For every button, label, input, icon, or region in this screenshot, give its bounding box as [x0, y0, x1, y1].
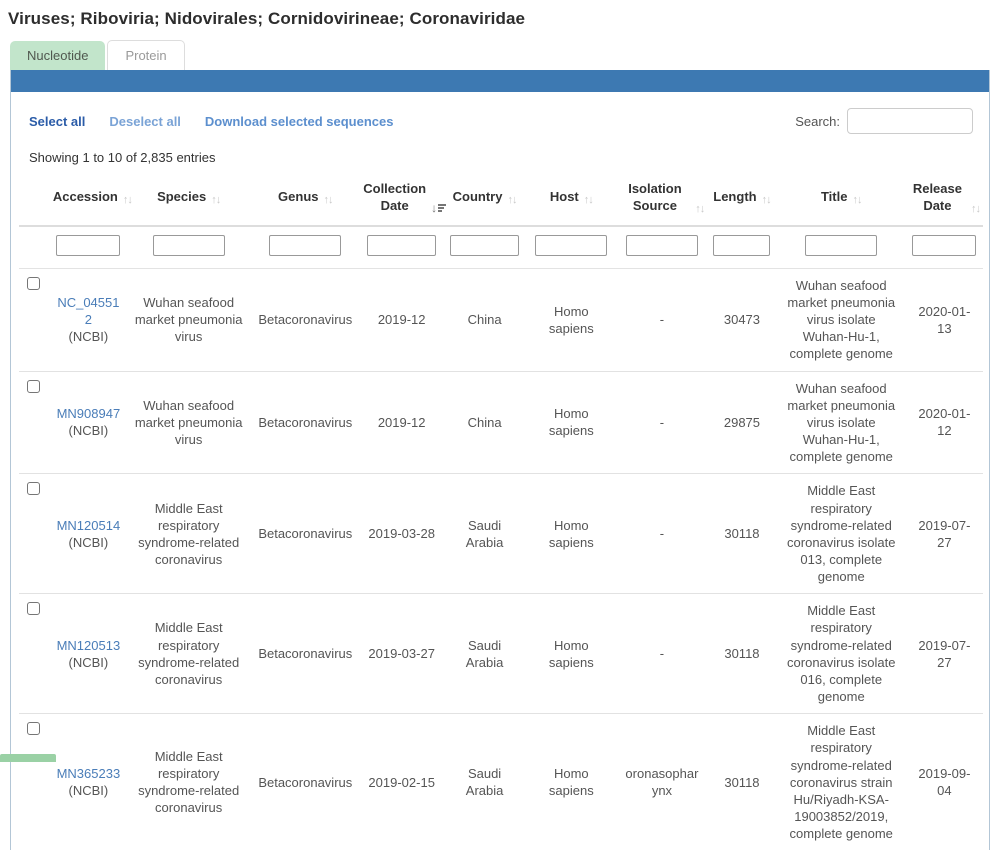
- column-filter-row: [19, 226, 983, 269]
- cell-accession: [50, 268, 127, 371]
- table-row: [19, 268, 983, 371]
- column-header-length[interactable]: [707, 171, 776, 226]
- cell-host: Homo sapiens: [526, 371, 617, 474]
- row-select-cell: [19, 594, 50, 714]
- accession-source: (NCBI): [68, 783, 109, 799]
- cell-release_date: 2019-09-04: [906, 714, 983, 850]
- table-row: [19, 714, 983, 850]
- sort-both-icon: ↑↓: [761, 194, 771, 207]
- cell-country: Saudi Arabia: [443, 594, 526, 714]
- column-filter-cell: [360, 226, 443, 269]
- deselect-all-link[interactable]: Deselect all: [109, 113, 181, 129]
- cell-collection_date: 2019-03-28: [360, 474, 443, 594]
- cell-isolation_source: -: [617, 594, 708, 714]
- accession-source: (NCBI): [68, 534, 109, 550]
- sort-both-icon: ↑↓: [323, 194, 333, 207]
- toolbar: [11, 92, 989, 134]
- select-all-link[interactable]: Select all: [29, 113, 86, 129]
- search-label: Search:: [795, 113, 840, 129]
- cell-country: Saudi Arabia: [443, 474, 526, 594]
- row-select-cell: [19, 371, 50, 474]
- sequence-table: [19, 171, 983, 850]
- cell-title: Middle East respiratory syndrome-related coronavirus isolate 013, complete genome: [777, 474, 906, 594]
- cell-host: Homo sapiens: [526, 474, 617, 594]
- column-label: Collection Date: [363, 181, 427, 213]
- select-column-header: [19, 171, 50, 226]
- column-label: Species: [157, 189, 207, 205]
- column-header-host[interactable]: [526, 171, 617, 226]
- cell-host: Homo sapiens: [526, 714, 617, 850]
- column-label: Accession: [52, 189, 118, 205]
- column-header-country[interactable]: [443, 171, 526, 226]
- column-filter-cell: [127, 226, 250, 269]
- column-label: Release Date: [912, 181, 962, 213]
- download-selected-link[interactable]: Download selected sequences: [204, 113, 394, 129]
- cell-title: Middle East respiratory syndrome-related coronavirus isolate 016, complete genome: [777, 594, 906, 714]
- cell-isolation_source: -: [617, 474, 708, 594]
- column-filter-cell: [707, 226, 776, 269]
- cell-release_date: 2020-01-12: [906, 371, 983, 474]
- table-header-row: [19, 171, 983, 226]
- filter-input-release_date[interactable]: [912, 235, 976, 256]
- cell-title: Wuhan seafood market pneumonia virus isolate Wuhan-Hu-1, complete genome: [777, 268, 906, 371]
- filter-input-genus[interactable]: [269, 235, 341, 256]
- sort-both-icon: ↑↓: [852, 194, 862, 207]
- column-filter-cell: [906, 226, 983, 269]
- cell-genus: Betacoronavirus: [250, 371, 360, 474]
- table-row: [19, 594, 983, 714]
- cell-title: Middle East respiratory syndrome-related coronavirus strain Hu/Riyadh-KSA-19003852/2019, complete genome: [777, 714, 906, 850]
- cell-length: 30118: [707, 474, 776, 594]
- column-filter-cell: [250, 226, 360, 269]
- sort-both-icon: ↑↓: [507, 194, 517, 207]
- search-box: [795, 108, 973, 134]
- column-header-release_date[interactable]: [906, 171, 983, 226]
- table-row: [19, 371, 983, 474]
- column-header-collection_date[interactable]: [360, 171, 443, 226]
- column-header-title[interactable]: [777, 171, 906, 226]
- cell-collection_date: 2019-12: [360, 268, 443, 371]
- column-label: Host: [549, 189, 579, 205]
- cell-genus: Betacoronavirus: [250, 474, 360, 594]
- sort-both-icon: ↑↓: [122, 194, 132, 207]
- cell-isolation_source: -: [617, 268, 708, 371]
- accession-link[interactable]: MN120514: [56, 517, 121, 533]
- accession-link[interactable]: MN120513: [56, 637, 121, 653]
- filter-input-species[interactable]: [153, 235, 225, 256]
- cell-species: Middle East respiratory syndrome-related coronavirus: [127, 714, 250, 850]
- cell-length: 29875: [707, 371, 776, 474]
- filter-input-accession[interactable]: [56, 235, 120, 256]
- cell-isolation_source: -: [617, 371, 708, 474]
- column-filter-cell: [50, 226, 127, 269]
- search-input[interactable]: [847, 108, 973, 134]
- row-checkbox[interactable]: [27, 482, 40, 495]
- cell-host: Homo sapiens: [526, 268, 617, 371]
- cell-country: Saudi Arabia: [443, 714, 526, 850]
- sort-desc-icon: ↓: [431, 202, 446, 215]
- tab-nucleotide[interactable]: Nucleotide: [10, 41, 105, 70]
- sort-both-icon: ↑↓: [971, 202, 980, 215]
- bottom-left-partial-element: [0, 754, 56, 762]
- cell-genus: Betacoronavirus: [250, 268, 360, 371]
- column-header-genus[interactable]: [250, 171, 360, 226]
- sort-both-icon: ↑↓: [211, 194, 221, 207]
- row-checkbox[interactable]: [27, 722, 40, 735]
- table-row: [19, 474, 983, 594]
- filter-input-isolation_source[interactable]: [626, 235, 698, 256]
- content-panel: [10, 70, 990, 850]
- column-header-accession[interactable]: [50, 171, 132, 226]
- filter-input-length[interactable]: [713, 235, 770, 256]
- accession-source: (NCBI): [68, 654, 109, 670]
- cell-species: Wuhan seafood market pneumonia virus: [127, 268, 250, 371]
- column-filter-cell: [443, 226, 526, 269]
- column-label: Country: [452, 189, 503, 205]
- sort-both-icon: ↑↓: [583, 194, 593, 207]
- row-select-cell: [19, 268, 50, 371]
- cell-length: 30118: [707, 714, 776, 850]
- column-label: Title: [820, 189, 848, 205]
- select-column-filter-spacer: [19, 226, 50, 269]
- cell-isolation_source: oronasopharynx: [617, 714, 708, 850]
- accession-link[interactable]: MN908947: [56, 406, 121, 422]
- column-header-isolation_source[interactable]: [617, 171, 708, 226]
- column-filter-cell: [777, 226, 906, 269]
- accession-source: (NCBI): [68, 423, 109, 439]
- cell-host: Homo sapiens: [526, 594, 617, 714]
- entries-info: Showing 1 to 10 of 2,835 entries: [29, 150, 216, 165]
- column-filter-cell: [617, 226, 708, 269]
- accession-link[interactable]: NC_045512: [57, 294, 120, 328]
- filter-input-collection_date[interactable]: [367, 235, 436, 256]
- cell-length: 30473: [707, 268, 776, 371]
- row-checkbox[interactable]: [27, 602, 40, 615]
- column-header-species[interactable]: [127, 171, 250, 226]
- column-filter-cell: [526, 226, 617, 269]
- accession-link[interactable]: MN365233: [56, 766, 121, 782]
- cell-title: Wuhan seafood market pneumonia virus isolate Wuhan-Hu-1, complete genome: [777, 371, 906, 474]
- row-select-cell: [19, 474, 50, 594]
- row-select-cell: [19, 714, 50, 850]
- cell-species: Middle East respiratory syndrome-related coronavirus: [127, 594, 250, 714]
- cell-accession: [50, 714, 127, 850]
- header-accent-bar: [11, 70, 989, 92]
- row-checkbox[interactable]: [27, 277, 40, 290]
- column-label: Length: [713, 189, 757, 205]
- cell-collection_date: 2019-02-15: [360, 714, 443, 850]
- filter-input-title[interactable]: [805, 235, 877, 256]
- tab-protein[interactable]: Protein: [107, 40, 184, 70]
- cell-genus: Betacoronavirus: [250, 714, 360, 850]
- tab-bar: [10, 40, 1000, 70]
- cell-species: Middle East respiratory syndrome-related coronavirus: [127, 474, 250, 594]
- cell-country: China: [443, 268, 526, 371]
- cell-country: China: [443, 371, 526, 474]
- cell-release_date: 2020-01-13: [906, 268, 983, 371]
- cell-genus: Betacoronavirus: [250, 594, 360, 714]
- cell-release_date: 2019-07-27: [906, 474, 983, 594]
- cell-accession: [50, 594, 127, 714]
- cell-accession: [50, 474, 127, 594]
- cell-species: Wuhan seafood market pneumonia virus: [127, 371, 250, 474]
- cell-collection_date: 2019-03-27: [360, 594, 443, 714]
- column-label: Genus: [278, 189, 319, 205]
- accession-source: (NCBI): [68, 329, 109, 345]
- cell-release_date: 2019-07-27: [906, 594, 983, 714]
- cell-collection_date: 2019-12: [360, 371, 443, 474]
- filter-input-country[interactable]: [450, 235, 519, 256]
- cell-length: 30118: [707, 594, 776, 714]
- page-title: Viruses; Riboviria; Nidovirales; Cornidovirineae; Coronaviridae: [8, 9, 526, 28]
- sort-both-icon: ↑↓: [695, 202, 705, 215]
- row-checkbox[interactable]: [27, 380, 40, 393]
- column-label: Isolation Source: [628, 181, 682, 213]
- cell-accession: [50, 371, 127, 474]
- filter-input-host[interactable]: [535, 235, 607, 256]
